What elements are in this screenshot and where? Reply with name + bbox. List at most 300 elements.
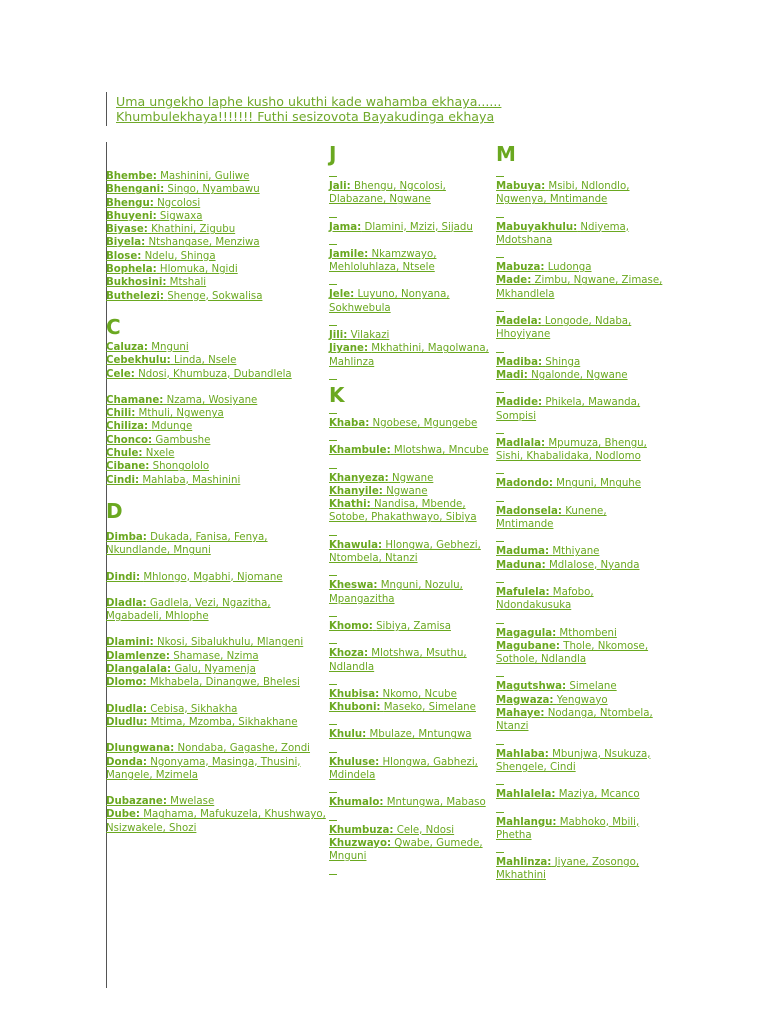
spacer-mark <box>496 615 504 624</box>
spacer-mark <box>329 276 337 285</box>
clan-names: Cebisa, Sikhakha <box>150 703 238 715</box>
clan-names: Mbulaze, Mntungwa <box>369 729 472 741</box>
clan-names: Yengwayo <box>556 694 608 706</box>
surname-entry[interactable] <box>106 531 328 558</box>
clan-names: Jiyane, Zosongo, Mkhathini <box>496 857 640 882</box>
surname-entry[interactable] <box>496 694 666 707</box>
clan-names: Mlotshwa, Mncube <box>393 445 489 457</box>
clan-names: Ngwane <box>391 472 434 484</box>
group-k1 <box>329 417 489 430</box>
surname-label: Dludlu: <box>106 716 148 728</box>
surname-label: Bhengu: <box>106 197 154 209</box>
surname-label: Khuzwayo: <box>329 837 392 849</box>
group-d5 <box>106 703 328 730</box>
group-m13 <box>496 680 666 733</box>
clan-names: Qwabe, Gumede, Mnguni <box>329 837 483 863</box>
surname-entry[interactable] <box>496 816 666 843</box>
column-m <box>496 142 666 883</box>
group-k4 <box>329 539 489 566</box>
group-m11 <box>496 586 666 613</box>
surname-entry[interactable] <box>329 688 489 701</box>
surname-label: Dimba: <box>106 531 147 543</box>
column-j-k <box>329 142 489 878</box>
clan-names: Nzama, Wosiyane <box>166 394 258 406</box>
surname-label: Khathi: <box>329 499 371 511</box>
spacer-mark <box>329 460 337 469</box>
surname-entry[interactable] <box>496 369 666 382</box>
clan-names: Linda, Nsele <box>173 355 237 367</box>
group-b <box>106 170 328 303</box>
clan-names: Mdunge <box>151 421 193 433</box>
surname-entry[interactable] <box>496 707 666 734</box>
clan-names: Mhlongo, Mgabhi, Njomane <box>143 571 283 583</box>
surname-label: Chili: <box>106 408 136 420</box>
spacer-mark <box>496 668 504 677</box>
surname-entry[interactable] <box>329 288 489 315</box>
surname-entry[interactable] <box>329 417 489 430</box>
surname-entry[interactable] <box>496 559 666 572</box>
group-j3 <box>329 248 489 275</box>
group-m5 <box>496 356 666 383</box>
surname-entry[interactable] <box>329 728 489 741</box>
letter-heading-d: D <box>106 498 123 523</box>
surname-entry[interactable] <box>106 650 328 663</box>
spacer-mark <box>496 736 504 745</box>
surname-entry[interactable] <box>329 472 489 485</box>
surname-entry[interactable] <box>106 663 328 676</box>
spacer-mark <box>496 425 504 434</box>
spacer <box>106 584 328 597</box>
surname-entry[interactable] <box>496 396 666 423</box>
group-m8 <box>496 477 666 490</box>
clan-names: Galu, Nyamenja <box>174 664 256 676</box>
surname-label: Dlamlenze: <box>106 650 171 662</box>
clan-names: Mnguni <box>151 341 189 353</box>
spacer-mark <box>329 866 337 875</box>
surname-entry[interactable] <box>106 290 328 303</box>
header-line-1[interactable]: Uma ungekho laphe kusho ukuthi kade wahamba ekhaya...... <box>116 94 502 109</box>
surname-label: Mabuyakhulu: <box>496 221 578 233</box>
clan-names: Longode, Ndaba, Hhoyiyane <box>496 316 632 341</box>
spacer-mark <box>329 608 337 617</box>
spacer-mark <box>329 168 337 177</box>
clan-names: Mthuli, Ngwenya <box>138 408 224 420</box>
surname-entry[interactable] <box>106 197 328 210</box>
surname-entry[interactable] <box>106 210 328 223</box>
clan-names: Vilakazi <box>350 330 390 342</box>
group-d1 <box>106 531 328 558</box>
surname-entry[interactable] <box>106 447 328 460</box>
surname-entry[interactable] <box>106 795 328 808</box>
surname-label: Bhembe: <box>106 171 157 182</box>
group-c2 <box>106 394 328 487</box>
clan-names: Luyuno, Nonyana, Sokhwebula <box>329 289 450 314</box>
surname-entry[interactable] <box>496 680 666 693</box>
clan-names: Simelane <box>569 681 617 693</box>
surname-entry[interactable] <box>329 329 489 342</box>
spacer-mark <box>329 236 337 245</box>
surname-label: Jali: <box>329 181 351 192</box>
spacer-mark <box>329 635 337 644</box>
clan-names: Singo, Nyambawu <box>167 184 260 196</box>
clan-names: Nkosi, Sibalukhulu, Mlangeni <box>157 637 304 649</box>
spacer <box>106 623 328 636</box>
surname-entry[interactable] <box>496 437 666 464</box>
surname-entry[interactable] <box>496 748 666 775</box>
spacer-mark <box>329 209 337 218</box>
spacer-mark <box>496 168 504 177</box>
clan-names: Mabhoko, Mbili, Phetha <box>496 816 640 841</box>
surname-entry[interactable] <box>329 485 489 498</box>
surname-entry[interactable] <box>496 545 666 558</box>
spacer-mark <box>496 209 504 218</box>
surname-label: Khumbuza: <box>329 824 394 836</box>
group-m12 <box>496 627 666 667</box>
surname-label: Bophela: <box>106 264 157 276</box>
surname-label: Dlungwana: <box>106 743 175 755</box>
surname-entry[interactable] <box>106 341 328 354</box>
surname-label: Madonsela: <box>496 505 562 517</box>
surname-entry[interactable] <box>496 856 666 883</box>
clan-names: Nodanga, Ntombela, Ntanzi <box>496 708 653 733</box>
surname-label: Caluza: <box>106 341 148 353</box>
surname-label: Biyase: <box>106 224 148 236</box>
letter-heading-j: J <box>329 142 337 166</box>
spacer <box>106 729 328 742</box>
surname-label: Khomo: <box>329 620 373 632</box>
clan-names: Mnguni, Mnguhe <box>556 478 641 490</box>
group-k9 <box>329 728 489 741</box>
surname-label: Khumalo: <box>329 797 384 809</box>
surname-label: Madlala: <box>496 437 546 449</box>
surname-label: Madi: <box>496 369 528 381</box>
surname-label: Kheswa: <box>329 580 378 592</box>
clan-names: Zimbu, Ngwane, Zimase, Mkhandlela <box>496 275 663 300</box>
spacer <box>106 142 328 170</box>
surname-label: Buthelezi: <box>106 290 164 302</box>
clan-names: Ntshangase, Menziwa <box>148 237 260 249</box>
surname-entry[interactable] <box>106 571 328 584</box>
surname-entry[interactable] <box>329 221 489 234</box>
spacer-mark <box>329 317 337 326</box>
surname-label: Dube: <box>106 809 140 821</box>
page-header <box>116 94 586 124</box>
clan-names: Shenge, Sokwalisa <box>167 290 263 302</box>
surname-entry[interactable] <box>106 808 328 835</box>
surname-label: Madela: <box>496 316 542 328</box>
surname-entry[interactable] <box>496 180 666 207</box>
surname-label: Dladla: <box>106 597 147 609</box>
clan-names: Dlamini, Mzizi, Sijadu <box>364 221 473 233</box>
surname-entry[interactable] <box>496 788 666 801</box>
surname-label: Maduna: <box>496 559 546 571</box>
surname-entry[interactable] <box>106 676 328 689</box>
group-k7 <box>329 647 489 674</box>
surname-entry[interactable] <box>496 221 666 248</box>
clan-names: Hlongwa, Gebhezi, Ntombela, Ntanzi <box>329 539 481 565</box>
group-m16 <box>496 816 666 843</box>
surname-label: Maduma: <box>496 546 550 558</box>
surname-label: Khanyile: <box>329 485 383 497</box>
group-c1 <box>106 341 328 381</box>
spacer-mark <box>496 776 504 785</box>
surname-entry[interactable] <box>496 627 666 640</box>
surname-label: Madide: <box>496 397 543 409</box>
clan-names: Mahlaba, Mashinini <box>142 474 241 486</box>
surname-entry[interactable] <box>329 701 489 714</box>
surname-entry[interactable] <box>106 703 328 716</box>
spacer-mark <box>496 493 504 502</box>
clan-names: Ndosi, Khumbuza, Dubandlela <box>138 368 292 380</box>
surname-entry[interactable] <box>496 586 666 613</box>
spacer-mark <box>329 371 337 380</box>
clan-names: Nkomo, Ncube <box>382 688 457 700</box>
surname-entry[interactable] <box>329 837 489 864</box>
clan-names: Mbunjwa, Nsukuza, Shengele, Cindi <box>496 748 651 773</box>
surname-entry[interactable] <box>106 170 328 183</box>
surname-entry[interactable] <box>106 756 328 783</box>
surname-entry[interactable] <box>106 368 328 381</box>
clan-names: Mashinini, Guliwe <box>160 171 250 182</box>
surname-entry[interactable] <box>496 477 666 490</box>
clan-names: Ludonga <box>547 262 592 274</box>
surname-label: Mahaye: <box>496 708 545 720</box>
group-k6 <box>329 620 489 633</box>
spacer-mark <box>496 344 504 353</box>
spacer-mark <box>496 804 504 813</box>
surname-entry[interactable] <box>329 579 489 606</box>
surname-label: Dludla: <box>106 703 147 715</box>
surname-entry[interactable] <box>496 315 666 342</box>
clan-names: Maghama, Mafukuzela, Khushwayo, Nsizwakele, Shozi <box>106 809 326 834</box>
surname-label: Made: <box>496 275 532 287</box>
surname-entry[interactable] <box>106 434 328 447</box>
clan-names: Ngonyama, Masinga, Thusini, Mangele, Mzimela <box>106 756 301 781</box>
surname-label: Mahlaba: <box>496 748 549 760</box>
surname-label: Jiyane: <box>329 343 369 355</box>
group-m6 <box>496 396 666 423</box>
spacer-mark <box>496 303 504 312</box>
clan-names: Nkamzwayo, Mehloluhlaza, Ntsele <box>329 248 437 274</box>
clan-names: Phikela, Mawanda, Sompisi <box>496 397 641 422</box>
surname-label: Bukhosini: <box>106 277 167 289</box>
surname-entry[interactable] <box>106 407 328 420</box>
clan-names: Mthiyane <box>552 546 600 558</box>
surname-label: Khawula: <box>329 539 383 551</box>
header-line-2[interactable]: Khumbulekhaya!!!!!!! Futhi sesizovota Bayakudinga ekhaya <box>116 109 495 124</box>
clan-names: Mnguni, Nozulu, Mpangazitha <box>329 580 463 605</box>
letter-heading-c: C <box>106 314 121 339</box>
surname-entry[interactable] <box>106 236 328 249</box>
clan-names: Mkhabela, Dinangwe, Bhelesi <box>149 677 300 689</box>
spacer-mark <box>496 844 504 853</box>
surname-label: Mahlalela: <box>496 789 556 801</box>
spacer-mark <box>329 527 337 536</box>
surname-label: Jele: <box>329 289 355 301</box>
group-d4 <box>106 636 328 689</box>
surname-entry[interactable] <box>106 354 328 367</box>
surname-label: Chiliza: <box>106 421 149 433</box>
surname-label: Cindi: <box>106 474 140 486</box>
spacer-mark <box>496 384 504 393</box>
surname-label: Magubane: <box>496 640 560 652</box>
clan-names: Ngwane <box>386 485 428 497</box>
letter-heading-k: K <box>329 382 345 407</box>
surname-label: Chonco: <box>106 434 153 446</box>
group-d2 <box>106 571 328 584</box>
group-m7 <box>496 437 666 464</box>
surname-entry[interactable] <box>106 716 328 729</box>
clan-names: Mdlalose, Nyanda <box>549 559 640 571</box>
clan-names: Sibiya, Zamisa <box>376 620 451 632</box>
group-k3 <box>329 472 489 525</box>
group-k10 <box>329 756 489 783</box>
surname-label: Magagula: <box>496 627 557 639</box>
surname-label: Khambule: <box>329 445 391 457</box>
surname-entry[interactable] <box>106 263 328 276</box>
clan-names: Mwelase <box>170 796 215 808</box>
group-m14 <box>496 748 666 775</box>
surname-entry[interactable] <box>329 824 489 837</box>
surname-label: Dlangalala: <box>106 664 172 676</box>
clan-names: Maziya, Mcanco <box>558 789 640 801</box>
surname-entry[interactable] <box>496 261 666 274</box>
group-j4 <box>329 288 489 315</box>
surname-entry[interactable] <box>496 274 666 301</box>
clan-names: Hlomuka, Ngidi <box>159 264 238 276</box>
surname-entry[interactable] <box>329 796 489 809</box>
clan-names: Thole, Nkomose, Sothole, Ndlandla <box>496 640 649 666</box>
surname-entry[interactable] <box>106 742 328 755</box>
surname-label: Dlamini: <box>106 637 154 649</box>
group-m3 <box>496 261 666 301</box>
surname-entry[interactable] <box>106 183 328 196</box>
surname-label: Chamane: <box>106 394 164 406</box>
spacer-mark <box>329 567 337 576</box>
clan-names: Mafobo, Ndondakusuka <box>496 586 594 612</box>
column-b-c-d <box>106 142 328 835</box>
surname-label: Khanyeza: <box>329 472 389 484</box>
surname-label: Mabuya: <box>496 181 546 192</box>
surname-entry[interactable] <box>106 394 328 407</box>
clan-names: Gambushe <box>155 434 211 446</box>
surname-label: Khulu: <box>329 729 367 741</box>
surname-label: Khuboni: <box>329 702 381 714</box>
surname-label: Jili: <box>329 330 348 342</box>
clan-names: Nandisa, Mbende, Sotobe, Phakathwayo, Sibiya <box>329 499 477 524</box>
surname-label: Mahlangu: <box>496 816 557 828</box>
clan-names: Gadlela, Vezi, Ngazitha, Mgabadeli, Mhlophe <box>106 597 271 623</box>
clan-names: Mtima, Mzomba, Sikhakhane <box>150 716 298 728</box>
surname-entry[interactable] <box>106 250 328 263</box>
spacer-mark <box>329 676 337 685</box>
spacer <box>106 487 328 499</box>
surname-entry[interactable] <box>329 498 489 525</box>
group-m2 <box>496 221 666 248</box>
spacer-mark <box>329 812 337 821</box>
surname-label: Dindi: <box>106 571 141 583</box>
surname-label: Mahlinza: <box>496 857 552 869</box>
surname-entry[interactable] <box>329 756 489 783</box>
surname-label: Magutshwa: <box>496 681 567 693</box>
surname-entry[interactable] <box>329 647 489 674</box>
surname-label: Chule: <box>106 448 143 460</box>
group-j1 <box>329 180 489 207</box>
group-k2 <box>329 444 489 457</box>
surname-entry[interactable] <box>496 505 666 532</box>
surname-label: Magwaza: <box>496 694 554 706</box>
clan-names: Mkhathini, Magolwana, Mahlinza <box>329 343 489 368</box>
clan-names: Mthombeni <box>559 627 617 639</box>
clan-names: Ngalonde, Ngwane <box>531 369 628 381</box>
surname-label: Khuluse: <box>329 756 380 768</box>
surname-entry[interactable] <box>329 620 489 633</box>
group-m17 <box>496 856 666 883</box>
clan-names: Nxele <box>145 448 175 460</box>
spacer-mark <box>329 784 337 793</box>
clan-names: Sigwaxa <box>159 210 203 222</box>
clan-names: Ngcolosi <box>157 197 201 209</box>
group-m10 <box>496 545 666 572</box>
surname-entry[interactable] <box>106 597 328 624</box>
spacer-mark <box>496 465 504 474</box>
clan-names: Cele, Ndosi <box>396 824 455 836</box>
group-k8 <box>329 688 489 715</box>
surname-entry[interactable] <box>106 276 328 289</box>
surname-label: Bhuyeni: <box>106 210 157 222</box>
surname-label: Bhengani: <box>106 184 165 196</box>
surname-label: Mabuza: <box>496 262 545 274</box>
group-m9 <box>496 505 666 532</box>
surname-entry[interactable] <box>329 342 489 369</box>
surname-label: Khaba: <box>329 417 370 429</box>
clan-names: Ndelu, Shinga <box>144 250 216 262</box>
surname-label: Khubisa: <box>329 688 380 700</box>
surname-entry[interactable] <box>329 248 489 275</box>
surname-label: Mafulela: <box>496 586 550 598</box>
clan-names: Mpumuza, Bhengu, Sishi, Khabalidaka, Nodlomo <box>496 437 647 463</box>
surname-entry[interactable] <box>106 223 328 236</box>
clan-names: Shongololo <box>152 461 210 473</box>
clan-names: Ngobese, Mgungebe <box>372 417 478 429</box>
surname-entry[interactable] <box>106 474 328 487</box>
spacer <box>106 381 328 394</box>
letter-heading-m: M <box>496 142 516 166</box>
surname-entry[interactable] <box>329 539 489 566</box>
group-k11 <box>329 796 489 809</box>
surname-entry[interactable] <box>496 640 666 667</box>
spacer-mark <box>496 249 504 258</box>
surname-entry[interactable] <box>329 180 489 207</box>
surname-entry[interactable] <box>329 444 489 457</box>
clan-names: Shamase, Nzima <box>173 650 259 662</box>
group-k12 <box>329 824 489 864</box>
surname-label: Khoza: <box>329 648 369 660</box>
spacer-mark <box>329 432 337 441</box>
surname-entry[interactable] <box>106 460 328 473</box>
clan-names: Mlotshwa, Msuthu, Ndlandla <box>329 648 467 673</box>
surname-label: Jama: <box>329 221 362 233</box>
surname-entry[interactable] <box>496 356 666 369</box>
group-m4 <box>496 315 666 342</box>
surname-label: Cele: <box>106 368 135 380</box>
spacer <box>106 782 328 795</box>
surname-label: Biyela: <box>106 237 146 249</box>
surname-label: Cebekhulu: <box>106 355 171 367</box>
clan-names: Bhengu, Ngcolosi, Dlabazane, Ngwane <box>329 181 446 206</box>
surname-entry[interactable] <box>106 420 328 433</box>
surname-entry[interactable] <box>106 636 328 649</box>
